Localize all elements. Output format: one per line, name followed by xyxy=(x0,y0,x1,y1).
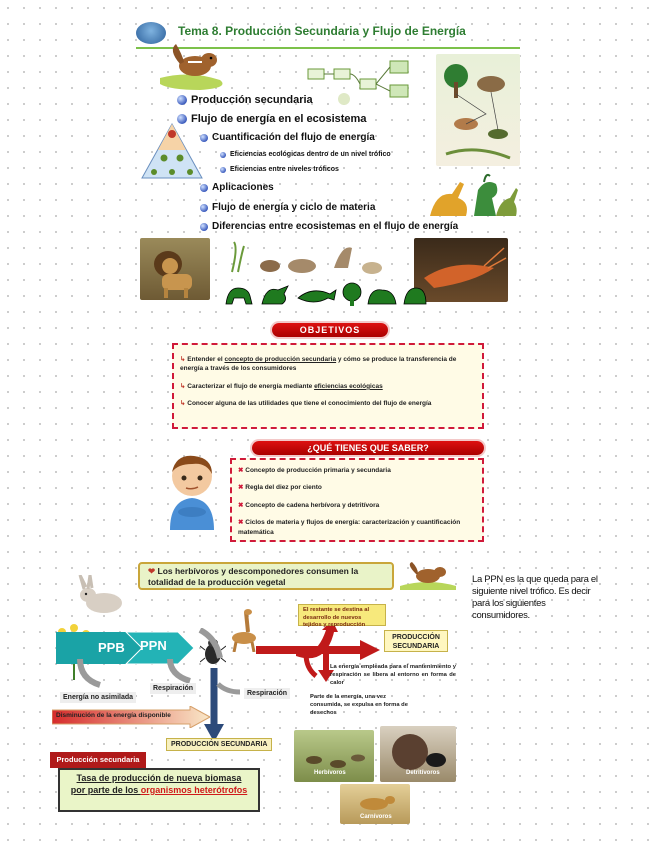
objective-item: ↳ Caracterizar el flujo de energía mediante eficiencias ecológicas xyxy=(180,382,383,390)
page-title: Tema 8. Producción Secundaria y Flujo de Energía xyxy=(178,24,466,38)
ecosystem-flow-diagram xyxy=(300,55,430,110)
topic-item: Aplicaciones xyxy=(200,182,274,193)
bullet-icon xyxy=(177,95,187,105)
bullet-icon xyxy=(220,167,226,173)
energy-decrease-label: Disminución de la energía disponible xyxy=(56,712,171,719)
topic-item: Flujo de energía en el ecosistema xyxy=(177,113,366,125)
dinosaurs-illustration xyxy=(426,172,520,220)
herbivores-caption: Herbívoros xyxy=(314,770,346,776)
respiration-label-2: Respiración xyxy=(244,688,290,699)
biomass-rate-line2: por parte de los organismos heterótrofos xyxy=(70,784,248,795)
boy-thinking-illustration xyxy=(162,450,222,530)
bullet-icon xyxy=(200,134,208,142)
carnivores-photo xyxy=(340,784,410,824)
cross-icon: ✖ xyxy=(238,467,244,474)
arrow-icon: ↳ xyxy=(180,356,186,363)
topic-item: Eficiencias ecológicas dentro de un nivel trófico xyxy=(220,151,391,158)
ppn-note: La PPN es la que queda para el siguiente nivel trófico. Es decir para los siguientes consumidores. xyxy=(472,574,598,621)
decomposition-illustration xyxy=(222,238,392,278)
herbivores-photo xyxy=(294,730,374,782)
cross-icon: ✖ xyxy=(238,484,244,492)
chipmunk-icon xyxy=(400,562,456,590)
topic-item: Cuantificación del flujo de energía xyxy=(200,132,375,143)
objectives-title: OBJETIVOS xyxy=(272,323,388,337)
cross-icon: ✖ xyxy=(238,501,244,509)
know-title: ¿QUÉ TIENES QUE SABER? xyxy=(252,441,484,455)
know-item: ✖ Ciclos de materia y flujos de energía: caracterización y cuantificación matemática xyxy=(238,519,461,536)
topic-item: Producción secundaria xyxy=(177,94,313,106)
heart-icon: ❤ xyxy=(148,566,156,576)
cross-icon: ✖ xyxy=(238,519,244,527)
bullet-icon xyxy=(177,114,187,124)
detritivores-caption: Detritívoros xyxy=(406,770,440,776)
concept-link[interactable]: concepto de producción secundaria xyxy=(224,356,337,363)
animal-silhouettes-2 xyxy=(402,282,428,306)
topic-item: Diferencias entre ecosistemas en el flujo de energía xyxy=(200,221,458,232)
diagram-banner: ❤ Los herbívoros y descomponedores consumen la totalidad de la producción vegetal xyxy=(138,562,394,590)
rabbit-illustration xyxy=(74,575,130,615)
ppb-label: PPB xyxy=(98,640,125,655)
topic-item: Flujo de energía y ciclo de materia xyxy=(200,202,375,213)
animal-silhouettes xyxy=(222,280,402,308)
efficiency-link[interactable]: eficiencias ecológicas xyxy=(314,382,383,390)
bullet-icon xyxy=(200,184,208,192)
heterotrophs-link[interactable]: organismos heterótrofos xyxy=(140,784,248,795)
secondary-production-red-label: Producción secundaria xyxy=(50,752,146,768)
objectives-box xyxy=(172,343,484,429)
ppn-label: PPN xyxy=(140,638,167,653)
secondary-production-bottom-label: PRODUCCIÓN SECUNDARIA xyxy=(166,738,272,751)
secondary-production-box: PRODUCCIÓN SECUNDARIA xyxy=(384,630,448,652)
remaining-energy-box: El restante se destina al desarrollo de nuevos tejidos y reproducción xyxy=(298,604,386,626)
arrow-icon: ↳ xyxy=(180,400,186,408)
objective-item: ↳ Entender el concepto de producción secundaria y cómo se produce la transferencia de energía a través de los consumidores xyxy=(180,356,457,373)
waste-energy-text: Parte de la energía, una vez consumida, se expulsa en forma de desechos xyxy=(310,694,408,716)
know-item: ✖ Regla del diez por ciento xyxy=(238,484,322,492)
objective-item: ↳ Conocer alguna de las utilidades que tiene el conocimiento del flujo de energía xyxy=(180,400,432,408)
food-web-illustration xyxy=(436,54,520,166)
lion-photo xyxy=(140,238,210,300)
biomass-rate-line1: Tasa de producción de nueva biomasa xyxy=(76,773,242,783)
maintenance-energy-text: La energía empleada para el mantenimiento y respiración se libera al entorno en forma de calor xyxy=(330,664,456,686)
arrow-icon: ↳ xyxy=(180,382,186,390)
know-item: ✖ Concepto de producción primaria y secundaria xyxy=(238,467,391,474)
carnivores-caption: Carnívoros xyxy=(360,814,392,820)
energy-not-assimilated-label: Energía no asimilada xyxy=(60,692,136,703)
detritivores-photo xyxy=(380,726,456,782)
know-item: ✖ Concepto de cadena herbívora y detritívora xyxy=(238,501,380,509)
biomass-rate-box xyxy=(58,768,260,812)
bullet-icon xyxy=(200,223,208,231)
bullet-icon xyxy=(200,204,208,212)
chipmunk-illustration xyxy=(160,40,235,90)
bullet-icon xyxy=(220,152,226,158)
trophic-pyramid-illustration xyxy=(140,120,205,185)
crustacean-photo xyxy=(414,238,508,302)
know-box xyxy=(230,458,484,542)
respiration-label-1: Respiración xyxy=(150,683,196,694)
topic-item: Eficiencias entre niveles tróficos xyxy=(220,166,339,173)
